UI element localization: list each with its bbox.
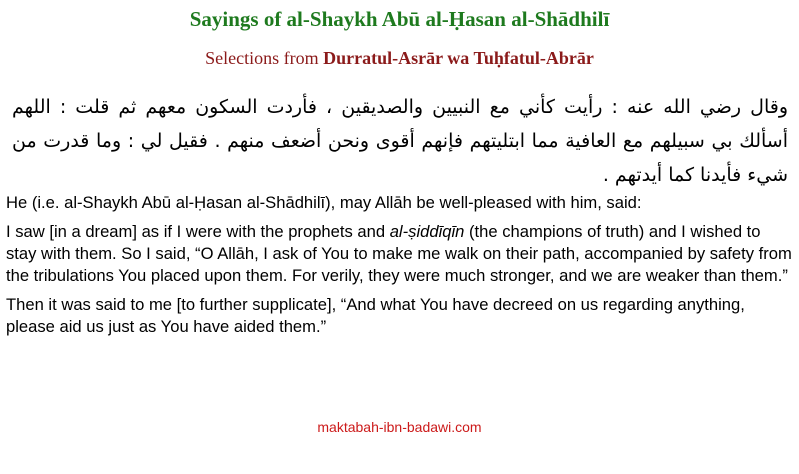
- subtitle-book-title: Durratul-Asrār wa Tuḥfatul-Abrār: [323, 48, 594, 68]
- arabic-passage: وقال رضي الله عنه : رأيت كأني مع النبيين والصديقين ، فأردت السكون معهم ثم قلت : اللهم أسألك بي سبيلهم مع العافية مما ابتليتهم فإنهم أقوى ونحن أضعف منهم . فقيل لي : وما قدرت من شيء فأيدنا كما أيدتهم .: [12, 96, 788, 186]
- english-translation: [6, 192, 792, 345]
- footer-website-link[interactable]: maktabah-ibn-badawi.com: [317, 419, 482, 435]
- paragraph-1-term: al-ṣiddīqīn: [389, 222, 465, 241]
- page-subtitle: [0, 46, 799, 70]
- paragraph-1-start: I saw [in a dream] as if I were with the prophets and: [6, 222, 390, 241]
- paragraph-1-end: (the champions of truth) and I wished to stay with them. So I said, “O Allāh, I ask of You to make me walk on their path, accompanied by safety from the tribulations You placed upon them. For verily, they were much stronger, and we are weaker than them.”: [6, 222, 792, 285]
- translation-intro: He (i.e. al-Shaykh Abū al-Ḥasan al-Shādhilī), may Allāh be well-pleased with him, said:: [6, 193, 642, 212]
- translation-paragraph-2: Then it was said to me [to further supplicate], “And what You have decreed on us regarding anything, please aid us just as You have aided them.”: [6, 295, 745, 336]
- subtitle-prefix: Selections from: [205, 48, 324, 68]
- page-title: Sayings of al-Shaykh Abū al-Ḥasan al-Shādhilī: [189, 7, 610, 31]
- translation-paragraph-1: [6, 221, 792, 287]
